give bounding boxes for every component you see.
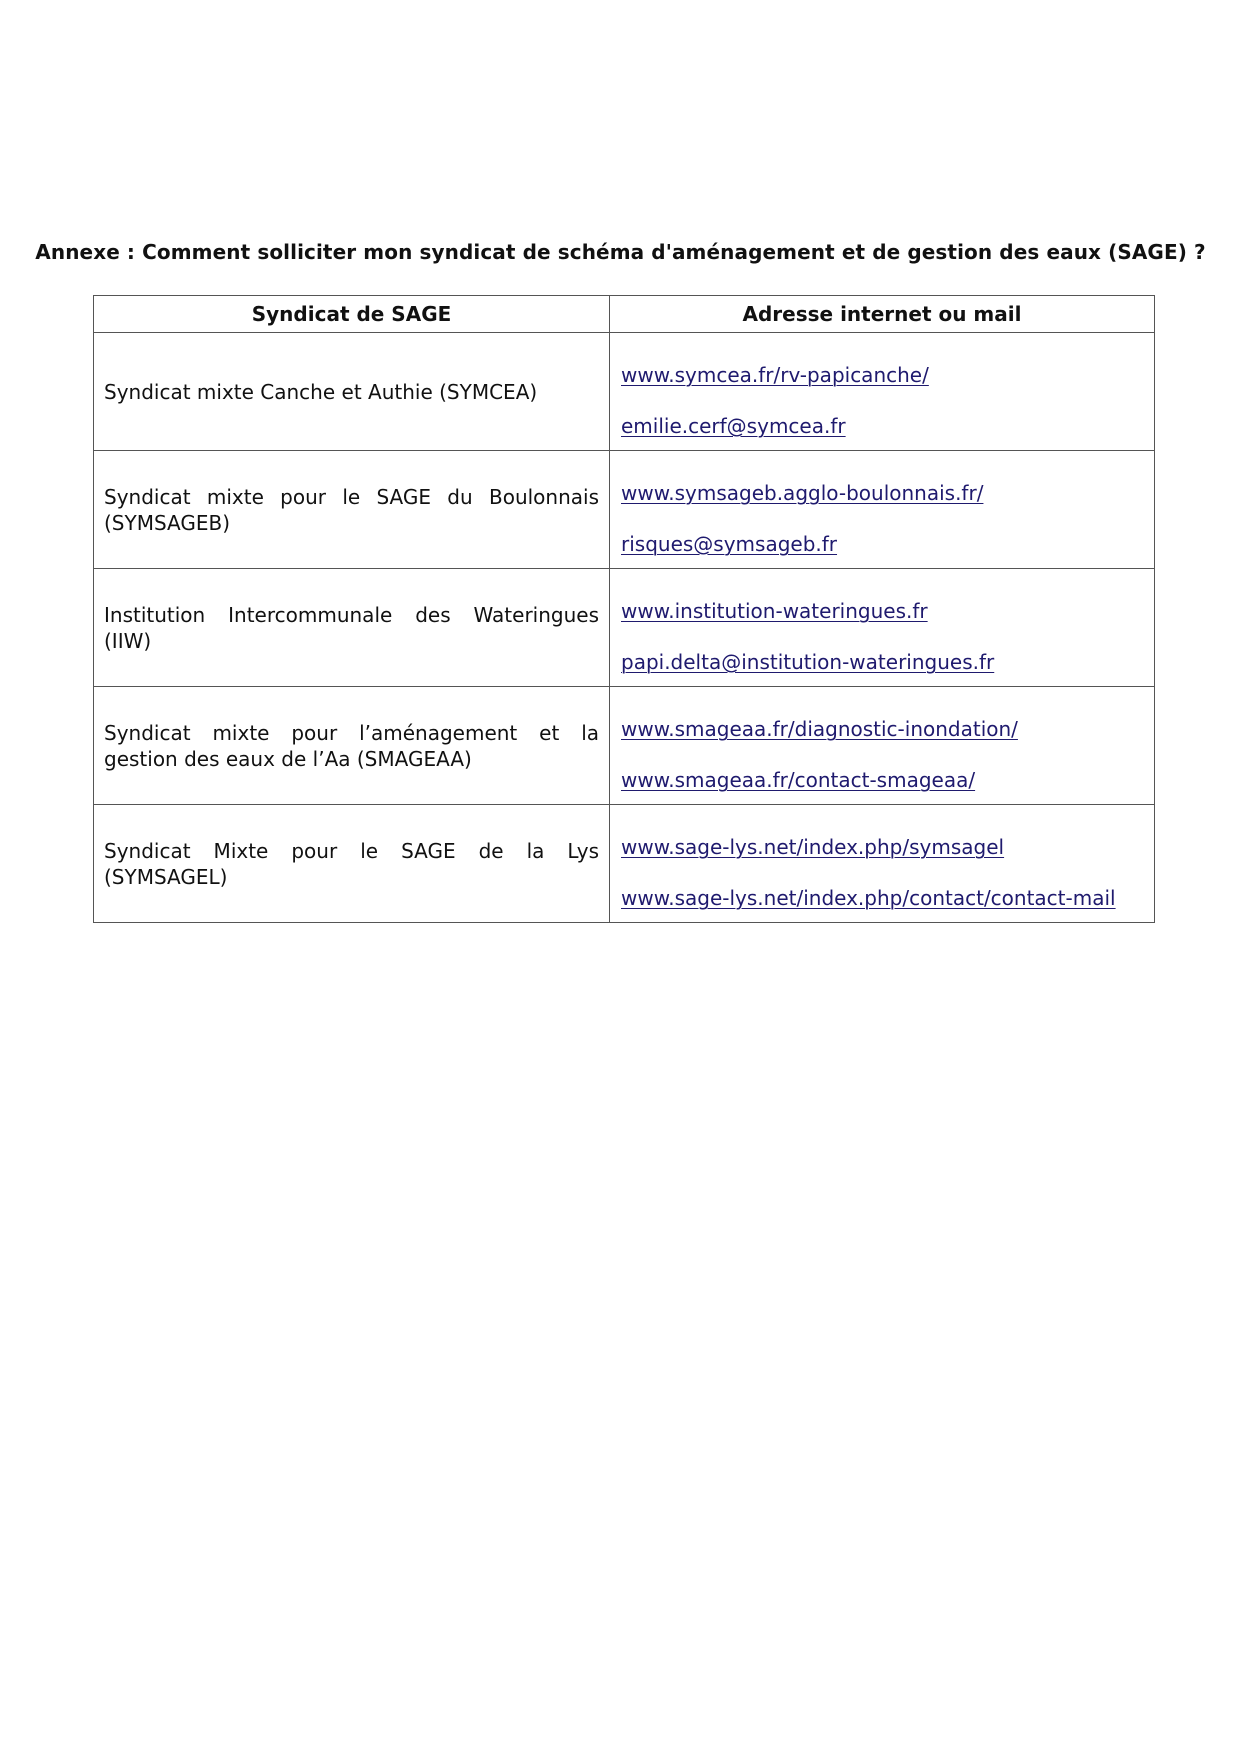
contact-link[interactable]: www.smageaa.fr/contact-smageaa/ xyxy=(621,767,976,792)
syndicat-name: Syndicat mixte Canche et Authie (SYMCEA) xyxy=(94,333,610,451)
table-row xyxy=(94,333,1155,451)
column-header-syndicat: Syndicat de SAGE xyxy=(94,296,610,333)
contact-cell xyxy=(610,333,1155,451)
table-row xyxy=(94,687,1155,805)
syndicat-name: Syndicat mixte pour le SAGE du Boulonnais (SYMSAGEB) xyxy=(94,451,610,569)
table-header-row xyxy=(94,296,1155,333)
sage-contacts-table xyxy=(93,295,1155,923)
syndicat-name: Institution Intercommunale des Wateringues (IIW) xyxy=(94,569,610,687)
website-link[interactable]: www.sage-lys.net/index.php/symsagel xyxy=(621,834,1005,859)
table-row xyxy=(94,805,1155,923)
contact-cell xyxy=(610,805,1155,923)
contact-cell xyxy=(610,451,1155,569)
email-link[interactable]: papi.delta@institution-wateringues.fr xyxy=(621,649,995,674)
syndicat-name: Syndicat mixte pour l’aménagement et la gestion des eaux de l’Aa (SMAGEAA) xyxy=(94,687,610,805)
website-link[interactable]: www.symcea.fr/rv-papicanche/ xyxy=(621,362,929,387)
email-link[interactable]: emilie.cerf@symcea.fr xyxy=(621,413,846,438)
syndicat-name: Syndicat Mixte pour le SAGE de la Lys (SYMSAGEL) xyxy=(94,805,610,923)
website-link[interactable]: www.smageaa.fr/diagnostic-inondation/ xyxy=(621,716,1018,741)
website-link[interactable]: www.institution-wateringues.fr xyxy=(621,598,928,623)
table-row xyxy=(94,569,1155,687)
contact-cell xyxy=(610,687,1155,805)
contact-cell xyxy=(610,569,1155,687)
table-row xyxy=(94,451,1155,569)
contact-link[interactable]: www.sage-lys.net/index.php/contact/contact-mail xyxy=(621,885,1116,910)
website-link[interactable]: www.symsageb.agglo-boulonnais.fr/ xyxy=(621,480,984,505)
column-header-adresse: Adresse internet ou mail xyxy=(610,296,1155,333)
page-title: Annexe : Comment solliciter mon syndicat de schéma d'aménagement et de gestion des eaux (SAGE) ? xyxy=(35,240,1206,264)
email-link[interactable]: risques@symsageb.fr xyxy=(621,531,838,556)
